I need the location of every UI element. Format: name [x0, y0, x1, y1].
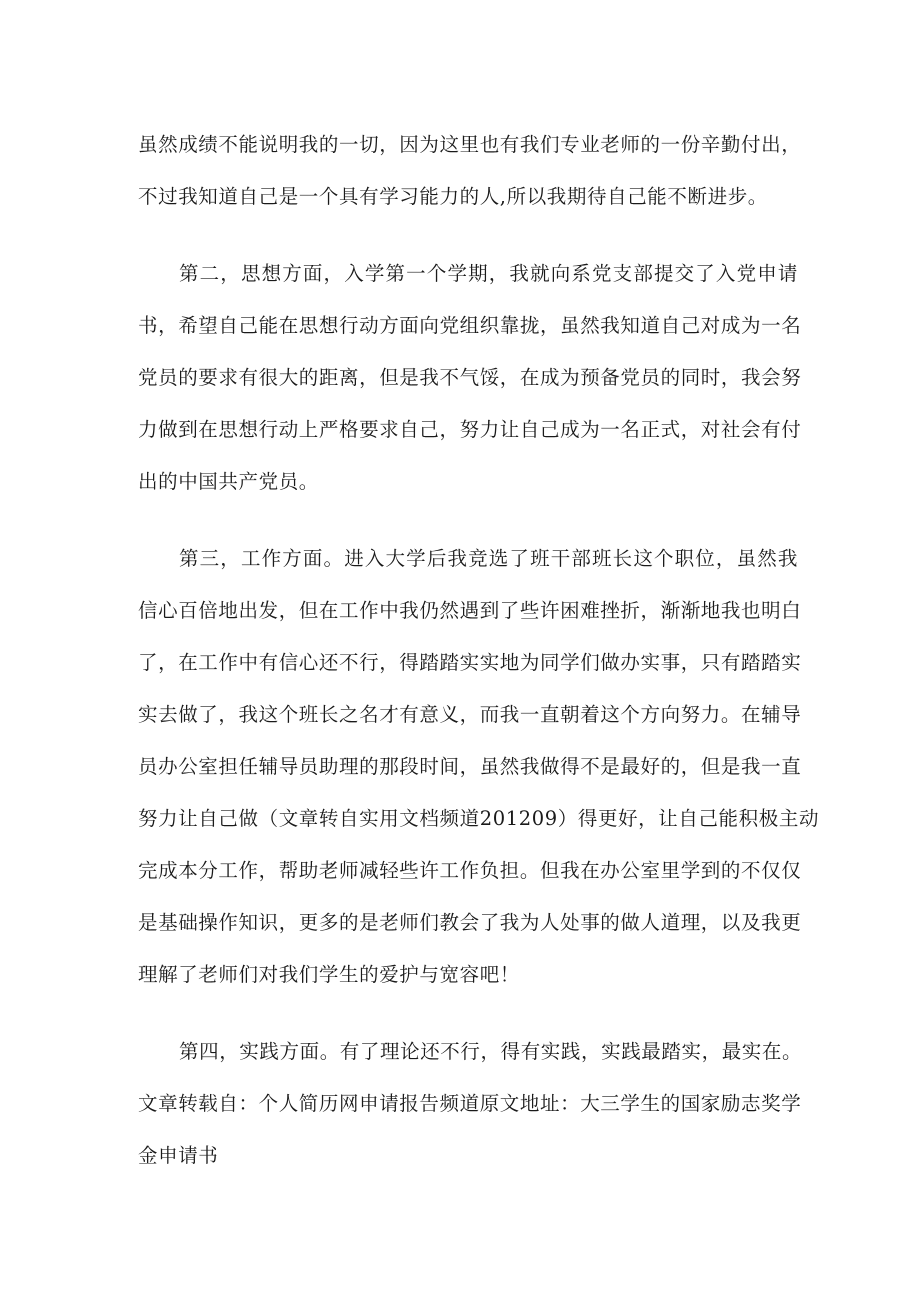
paragraph-continued	[138, 119, 802, 223]
text-line: 力做到在思想行动上严格要求自己，努力让自己成为一名正式，对社会有付	[138, 418, 802, 441]
text-line: 第二，思想方面，入学第一个学期，我就向系党支部提交了入党申请	[179, 262, 798, 285]
text-line: 书，希望自己能在思想行动方面向党组织靠拢，虽然我知道自己对成为一名	[138, 314, 802, 337]
text-line: 文章转载自：个人简历网申请报告频道原文地址：大三学生的国家励志奖学	[138, 1092, 802, 1115]
text-line: 努力让自己做（文章转自实用文档频道201209）得更好，让自己能积极主动	[138, 807, 820, 830]
text-line: 理解了老师们对我们学生的爱护与宽容吧！	[138, 963, 520, 986]
text-line: 实去做了，我这个班长之名才有意义，而我一直朝着这个方向努力。在辅导	[138, 703, 802, 726]
text-line: 员办公室担任辅导员助理的那段时间，虽然我做得不是最好的，但是我一直	[138, 755, 802, 778]
text-line: 不过我知道自己是一个具有学习能力的人,所以我期待自己能不断进步。	[138, 185, 768, 208]
text-line: 信心百倍地出发，但在工作中我仍然遇到了些许困难挫折，渐渐地我也明白	[138, 599, 802, 622]
paragraph-work	[138, 533, 820, 1001]
text-line: 虽然成绩不能说明我的一切，因为这里也有我们专业老师的一份辛勤付出，	[138, 133, 802, 156]
text-line: 党员的要求有很大的距离，但是我不气馁，在成为预备党员的同时，我会努	[138, 366, 802, 389]
text-line: 金申请书	[138, 1144, 219, 1167]
text-line: 完成本分工作，帮助老师减轻些许工作负担。但我在办公室里学到的不仅仅	[138, 859, 802, 882]
text-line: 了，在工作中有信心还不行，得踏踏实实地为同学们做办实事，只有踏踏实	[138, 651, 802, 674]
text-line: 出的中国共产党员。	[138, 470, 319, 493]
paragraph-practice	[138, 1026, 803, 1182]
paragraph-thought	[138, 248, 802, 508]
text-line: 第四，实践方面。有了理论还不行，得有实践，实践最踏实，最实在。	[179, 1040, 803, 1063]
document-page	[138, 119, 820, 1182]
text-line: 是基础操作知识，更多的是老师们教会了我为人处事的做人道理，以及我更	[138, 911, 802, 934]
text-line: 第三，工作方面。进入大学后我竞选了班干部班长这个职位，虽然我	[179, 547, 798, 570]
